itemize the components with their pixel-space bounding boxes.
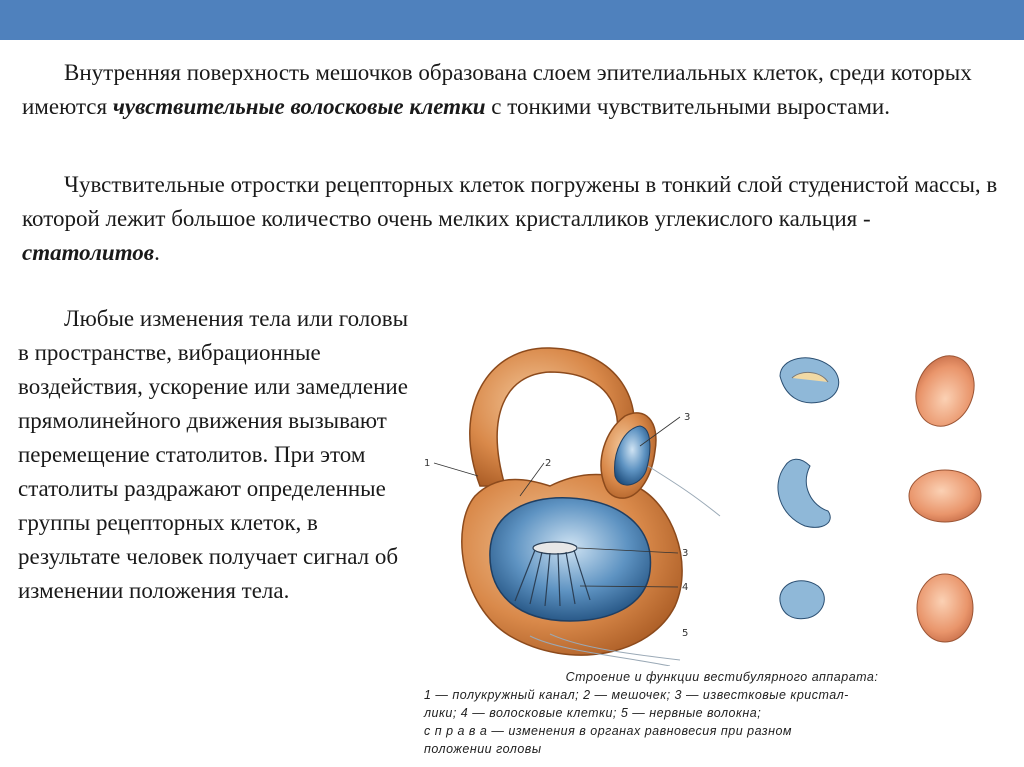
paragraph-statoliths [22,168,1012,270]
receptor-panel-middle [778,459,830,527]
paragraph-text: Чувствительные отростки рецепторных клеток погружены в тонкий слой студенистой массы, в которой лежит большое количество очень мелких кристалликов углекислого кальция - [22,172,998,231]
label-1: 1 [424,458,431,469]
caption-line: 1 — полукружный канал; 2 — мешочек; 3 — известковые кристал- [424,688,849,702]
head-sideways [909,470,981,522]
saccule [462,474,682,655]
term-statoliths: статолитов [22,240,155,265]
receptor-panel-bottom [780,581,824,619]
paragraph-text: с тонкими чувствительными выростами. [485,94,890,119]
label-2: 2 [545,458,552,469]
paragraph-text: Внутренняя поверхность мешочков образована слоем эпителиальных клеток, среди которых имеются [22,60,972,119]
head-upright [917,574,973,642]
figure-caption [424,668,1020,758]
label-3-top: 3 [684,412,691,423]
header-bar [0,0,1024,40]
label-5: 5 [682,628,689,639]
receptor-panel-top [780,358,839,403]
label-3-bottom: 3 [682,548,689,559]
caption-line: положении головы [424,742,542,756]
paragraph-epithelium [22,56,1012,124]
utricle [601,413,656,498]
caption-line: с п р а в а — изменения в органах равновесия при разном [424,724,792,738]
head-tilted [906,348,983,435]
paragraph-body-position: Любые изменения тела или головы в пространстве, вибрационные воздействия, ускорение или замедление прямолинейного движения вызывают перемещение статолитов. При этом статолиты раздражают определенные группы рецепторных клеток, в результате человек получает сигнал об изменении положения тела. [18,306,409,603]
paragraph-text: . [154,240,160,265]
label-4: 4 [682,582,689,593]
vestibular-diagram [420,336,1020,666]
caption-title: Строение и функции вестибулярного аппарата: [565,670,879,684]
caption-line: лики; 4 — волосковые клетки; 5 — нервные волокна; [424,706,762,720]
term-hair-cells: чувствительные волосковые клетки [112,94,486,119]
